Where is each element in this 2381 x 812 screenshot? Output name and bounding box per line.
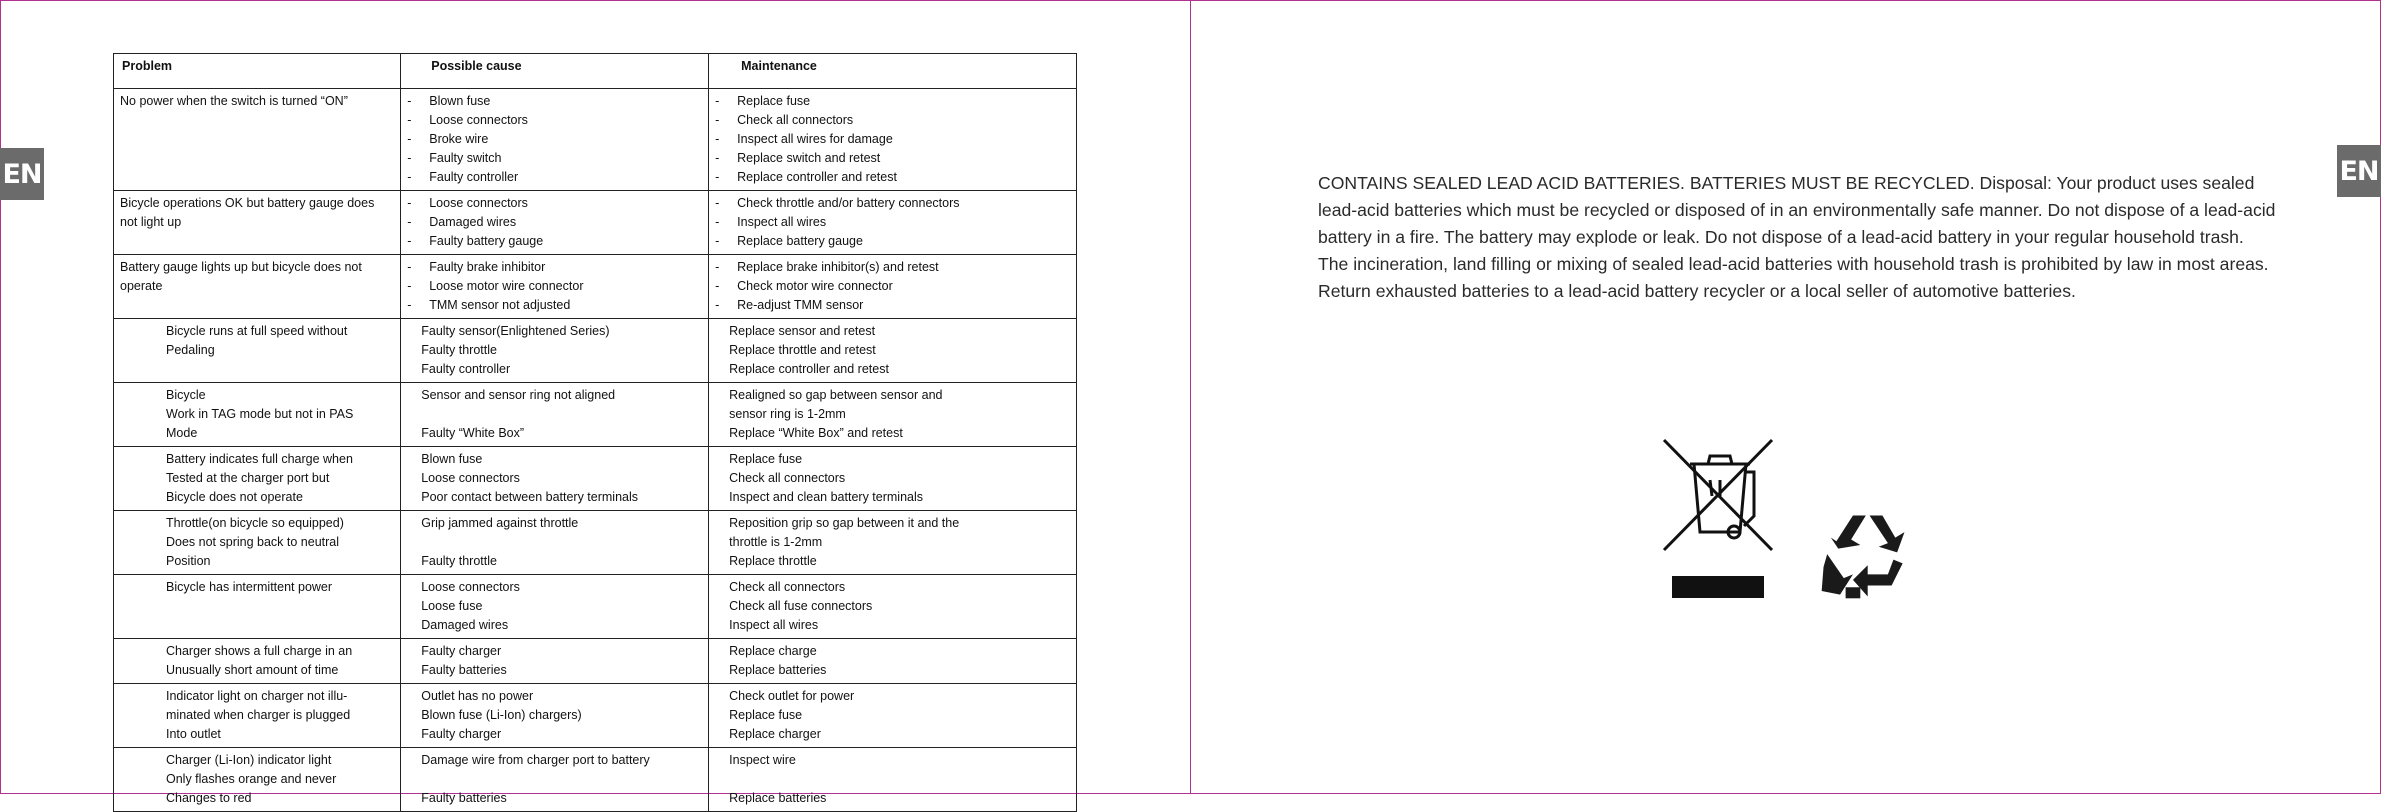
cell-line <box>166 488 394 507</box>
cell-text: Loose fuse <box>421 599 483 613</box>
language-tab-right: EN <box>2337 145 2381 197</box>
cell-line <box>421 469 702 488</box>
cell-line <box>729 789 1070 808</box>
cell-text: Faulty throttle <box>421 554 497 568</box>
table-row <box>114 447 1077 511</box>
cell-text: Check all connectors <box>729 471 846 485</box>
table-row <box>114 511 1077 575</box>
cell-text: sensor ring is 1-2mm <box>729 407 846 421</box>
dash-bullet: - <box>407 298 412 312</box>
cell-text: Loose motor wire connector <box>429 279 584 293</box>
cell-text: Does not spring back to neutral <box>166 535 340 549</box>
crossed-out-wheelie-bin-icon <box>1660 436 1776 602</box>
dash-bullet: - <box>715 260 720 274</box>
cell-line <box>715 168 1070 187</box>
cell-text: throttle is 1-2mm <box>729 535 823 549</box>
cell-text: Replace fuse <box>729 452 803 466</box>
maintenance-cell <box>709 639 1077 684</box>
dash-bullet: - <box>407 234 412 248</box>
table-row <box>114 383 1077 447</box>
table-row <box>114 255 1077 319</box>
table-row <box>114 575 1077 639</box>
cause-cell <box>401 255 709 319</box>
maintenance-cell <box>709 447 1077 511</box>
recycle-arrows-icon <box>1818 510 1910 602</box>
cell-line <box>729 469 1070 488</box>
cell-text: Blown fuse <box>421 452 483 466</box>
cell-text: Check all connectors <box>729 580 846 594</box>
cell-line <box>715 296 1070 315</box>
header-problem: Problem <box>114 54 401 89</box>
cell-line <box>166 578 394 597</box>
dash-bullet: - <box>407 94 412 108</box>
cell-text: Loose connectors <box>429 196 528 210</box>
cell-text: Grip jammed against throttle <box>421 516 579 530</box>
cell-text: Faulty charger <box>421 727 502 741</box>
cell-line <box>421 533 702 552</box>
cell-line <box>729 725 1070 744</box>
cell-text: Faulty controller <box>429 170 519 184</box>
problem-cell <box>114 383 401 447</box>
cell-text: Replace sensor and retest <box>729 324 876 338</box>
cell-text: Battery indicates full charge when <box>166 452 353 466</box>
cell-text: Damage wire from charger port to battery <box>421 753 650 767</box>
dash-bullet: - <box>715 196 720 210</box>
dash-bullet: - <box>715 279 720 293</box>
cell-line <box>166 725 394 744</box>
cell-line <box>729 450 1070 469</box>
cell-text: Faulty batteries <box>421 663 507 677</box>
cell-text: Inspect and clean battery terminals <box>729 490 923 504</box>
cell-text: Re-adjust TMM sensor <box>737 298 864 312</box>
cell-text: Replace “White Box” and retest <box>729 426 903 440</box>
table-header-row <box>114 54 1077 89</box>
cell-line <box>407 296 702 315</box>
cell-text: Replace charger <box>729 727 821 741</box>
dash-bullet: - <box>407 113 412 127</box>
table-row <box>114 639 1077 684</box>
cell-text: Poor contact between battery terminals <box>421 490 639 504</box>
cell-text: Replace charge <box>729 644 817 658</box>
cell-text: Loose connectors <box>421 471 520 485</box>
cell-line <box>166 341 394 360</box>
troubleshooting-table <box>113 53 1077 812</box>
cell-text: Work in TAG mode but not in PAS <box>166 407 354 421</box>
cell-line <box>166 687 394 706</box>
cell-text: Replace controller and retest <box>737 170 897 184</box>
table-row <box>114 684 1077 748</box>
cell-text: Check all connectors <box>737 113 854 127</box>
table-body <box>114 89 1077 812</box>
dash-bullet: - <box>715 215 720 229</box>
cell-line <box>120 277 394 296</box>
cell-text: Charger (Li-Ion) indicator light <box>166 753 332 767</box>
cell-text: not light up <box>120 215 182 229</box>
cause-cell <box>401 191 709 255</box>
maintenance-cell <box>709 255 1077 319</box>
problem-cell <box>114 575 401 639</box>
cell-text: Only flashes orange and never <box>166 772 337 786</box>
cell-text: Faulty throttle <box>421 343 497 357</box>
cell-line <box>166 642 394 661</box>
cell-line <box>729 424 1070 443</box>
cell-line <box>421 424 702 443</box>
cell-line <box>166 661 394 680</box>
cell-line <box>729 552 1070 571</box>
table-row <box>114 319 1077 383</box>
dash-bullet: - <box>407 151 412 165</box>
maintenance-cell <box>709 511 1077 575</box>
cell-text: Unusually short amount of time <box>166 663 339 677</box>
language-tab-left: EN <box>0 148 44 200</box>
cell-line <box>421 405 702 424</box>
cell-line <box>729 341 1070 360</box>
cell-text: Tested at the charger port but <box>166 471 330 485</box>
cell-text: TMM sensor not adjusted <box>429 298 571 312</box>
cell-text: Bicycle <box>166 388 206 402</box>
cell-text: Replace fuse <box>729 708 803 722</box>
cell-text: Reposition grip so gap between it and the <box>729 516 960 530</box>
dash-bullet: - <box>407 260 412 274</box>
cause-cell <box>401 511 709 575</box>
cell-line <box>166 424 394 443</box>
cell-text: Bicycle has intermittent power <box>166 580 333 594</box>
problem-cell <box>114 255 401 319</box>
cell-text: Faulty battery gauge <box>429 234 544 248</box>
cell-text: Changes to red <box>166 791 252 805</box>
cell-line <box>729 642 1070 661</box>
cell-line <box>421 514 702 533</box>
dash-bullet: - <box>407 170 412 184</box>
cell-line <box>729 616 1070 635</box>
cell-text: Replace throttle <box>729 554 817 568</box>
cell-text: Loose connectors <box>429 113 528 127</box>
cell-line <box>407 277 702 296</box>
cell-line <box>715 194 1070 213</box>
header-possible-cause: Possible cause <box>401 54 709 89</box>
cell-line <box>421 450 702 469</box>
maintenance-cell <box>709 319 1077 383</box>
cell-line <box>166 450 394 469</box>
cell-text: Faulty charger <box>421 644 502 658</box>
cell-line <box>421 341 702 360</box>
cell-text: Replace batteries <box>729 663 827 677</box>
cell-line <box>166 405 394 424</box>
cell-text: Indicator light on charger not illu- <box>166 689 348 703</box>
cell-line <box>421 488 702 507</box>
cause-cell <box>401 447 709 511</box>
problem-cell <box>114 511 401 575</box>
cell-line <box>166 386 394 405</box>
cell-line <box>715 258 1070 277</box>
cause-cell <box>401 89 709 191</box>
cell-line <box>407 232 702 251</box>
cause-cell <box>401 383 709 447</box>
cell-text: Inspect all wires <box>737 215 827 229</box>
dash-bullet: - <box>407 196 412 210</box>
cell-text: Bicycle runs at full speed without <box>166 324 348 338</box>
cell-text: Inspect wire <box>729 753 796 767</box>
cell-line <box>166 706 394 725</box>
dash-bullet: - <box>407 215 412 229</box>
cell-line <box>421 725 702 744</box>
page-fold-line <box>1190 0 1191 794</box>
cell-text: Replace batteries <box>729 791 827 805</box>
cell-line <box>421 687 702 706</box>
cell-text: Replace controller and retest <box>729 362 889 376</box>
cell-text: Inspect all wires <box>729 618 819 632</box>
cell-line <box>421 751 702 770</box>
cell-line <box>407 130 702 149</box>
cell-text: Faulty switch <box>429 151 502 165</box>
cell-text: Damaged wires <box>421 618 509 632</box>
cell-text: No power when the switch is turned “ON” <box>120 94 348 108</box>
dash-bullet: - <box>715 94 720 108</box>
cell-text: Position <box>166 554 211 568</box>
maintenance-cell <box>709 383 1077 447</box>
maintenance-cell <box>709 191 1077 255</box>
cell-text: Faulty brake inhibitor <box>429 260 546 274</box>
table-row <box>114 748 1077 812</box>
cell-text: Replace brake inhibitor(s) and retest <box>737 260 939 274</box>
cell-line <box>729 488 1070 507</box>
cell-text: Sensor and sensor ring not aligned <box>421 388 616 402</box>
cell-line <box>421 789 702 808</box>
cell-line <box>715 277 1070 296</box>
battery-disposal-notice <box>1318 170 2278 305</box>
cell-text: Check motor wire connector <box>737 279 893 293</box>
cell-line <box>421 616 702 635</box>
cell-line <box>729 751 1070 770</box>
cell-line <box>120 258 394 277</box>
problem-cell <box>114 319 401 383</box>
cell-text: Faulty “White Box” <box>421 426 525 440</box>
cell-text: Outlet has no power <box>421 689 534 703</box>
cell-line <box>421 386 702 405</box>
cell-line <box>166 770 394 789</box>
cell-line <box>407 111 702 130</box>
cell-line <box>421 642 702 661</box>
cell-line <box>421 360 702 379</box>
dash-bullet: - <box>715 132 720 146</box>
cell-line <box>729 386 1070 405</box>
cell-line <box>166 469 394 488</box>
cell-text: Check all fuse connectors <box>729 599 873 613</box>
cell-line <box>421 597 702 616</box>
cell-line <box>407 194 702 213</box>
cell-line <box>166 751 394 770</box>
cell-line <box>166 789 394 808</box>
cell-line <box>407 168 702 187</box>
cell-text: Faulty batteries <box>421 791 507 805</box>
problem-cell <box>114 748 401 812</box>
cell-line <box>729 770 1070 789</box>
cell-line <box>715 130 1070 149</box>
problem-cell <box>114 191 401 255</box>
cell-line <box>421 578 702 597</box>
cell-text: Battery gauge lights up but bicycle does not <box>120 260 362 274</box>
cell-line <box>407 149 702 168</box>
cause-cell <box>401 684 709 748</box>
cell-text: Realigned so gap between sensor and <box>729 388 943 402</box>
cell-line <box>729 533 1070 552</box>
problem-cell <box>114 639 401 684</box>
maintenance-cell <box>709 89 1077 191</box>
cell-text: Replace switch and retest <box>737 151 881 165</box>
cell-text: Bicycle does not operate <box>166 490 303 504</box>
cell-line <box>166 533 394 552</box>
cell-line <box>407 213 702 232</box>
cell-text: Throttle(on bicycle so equipped) <box>166 516 344 530</box>
cell-text: Check outlet for power <box>729 689 855 703</box>
maintenance-cell <box>709 748 1077 812</box>
cell-line <box>120 194 394 213</box>
cell-line <box>120 213 394 232</box>
maintenance-cell <box>709 575 1077 639</box>
cell-line <box>729 405 1070 424</box>
cell-line <box>729 706 1070 725</box>
cell-line <box>729 322 1070 341</box>
cell-line <box>407 92 702 111</box>
cell-text: Into outlet <box>166 727 221 741</box>
problem-cell <box>114 684 401 748</box>
cell-text: Replace fuse <box>737 94 811 108</box>
cell-text: Loose connectors <box>421 580 520 594</box>
dash-bullet: - <box>407 132 412 146</box>
cell-line <box>421 552 702 571</box>
cell-text: Pedaling <box>166 343 215 357</box>
cell-line <box>166 322 394 341</box>
cell-line <box>729 661 1070 680</box>
cell-text: Replace battery gauge <box>737 234 863 248</box>
cell-line <box>421 322 702 341</box>
cell-line <box>729 578 1070 597</box>
dash-bullet: - <box>407 279 412 293</box>
cause-cell <box>401 575 709 639</box>
problem-cell <box>114 89 401 191</box>
cell-line <box>715 232 1070 251</box>
cell-line <box>407 258 702 277</box>
cell-text: minated when charger is plugged <box>166 708 351 722</box>
cell-line <box>421 661 702 680</box>
cell-text: Charger shows a full charge in an <box>166 644 353 658</box>
dash-bullet: - <box>715 170 720 184</box>
dash-bullet: - <box>715 298 720 312</box>
cell-text: operate <box>120 279 163 293</box>
cell-line <box>166 514 394 533</box>
cell-line <box>715 92 1070 111</box>
cell-text: Broke wire <box>429 132 489 146</box>
cause-cell <box>401 748 709 812</box>
cell-text: Damaged wires <box>429 215 517 229</box>
cell-text: Bicycle operations OK but battery gauge does <box>120 196 375 210</box>
cell-text: Faulty controller <box>421 362 511 376</box>
cell-text: Inspect all wires for damage <box>737 132 893 146</box>
cell-line <box>715 149 1070 168</box>
cell-text: Blown fuse (Li-Ion) chargers) <box>421 708 582 722</box>
table-row <box>114 191 1077 255</box>
cell-line <box>729 687 1070 706</box>
header-maintenance: Maintenance <box>709 54 1077 89</box>
table-row <box>114 89 1077 191</box>
dash-bullet: - <box>715 234 720 248</box>
cell-line <box>729 360 1070 379</box>
cell-line <box>166 552 394 571</box>
cell-line <box>421 706 702 725</box>
cell-text: Check throttle and/or battery connectors <box>737 196 960 210</box>
cause-cell <box>401 639 709 684</box>
maintenance-cell <box>709 684 1077 748</box>
cell-line <box>715 111 1070 130</box>
cell-text: Mode <box>166 426 198 440</box>
cell-text: Faulty sensor(Enlightened Series) <box>421 324 610 338</box>
cell-text: Blown fuse <box>429 94 491 108</box>
dash-bullet: - <box>715 151 720 165</box>
cell-text: Replace throttle and retest <box>729 343 876 357</box>
cell-line <box>421 770 702 789</box>
cause-cell <box>401 319 709 383</box>
problem-cell <box>114 447 401 511</box>
cell-line <box>729 514 1070 533</box>
cell-line <box>120 92 394 111</box>
dash-bullet: - <box>715 113 720 127</box>
notice-text: CONTAINS SEALED LEAD ACID BATTERIES. BATTERIES MUST BE RECYCLED. Disposal: Your product uses sealed lead-acid batteries which must be recycled or disposed of in an environmentally safe manner. Do not dispose of a lead-acid battery in a fire. The battery may explode or leak. Do not dispose of a lead-acid battery in your regular household trash. The incineration, land filling or mixing of sealed lead-acid batteries with household trash is prohibited by law in most areas. Return exhausted batteries to a lead-acid battery recycler or a local seller of automotive batteries. <box>1318 173 2276 301</box>
cell-line <box>729 597 1070 616</box>
cell-line <box>715 213 1070 232</box>
